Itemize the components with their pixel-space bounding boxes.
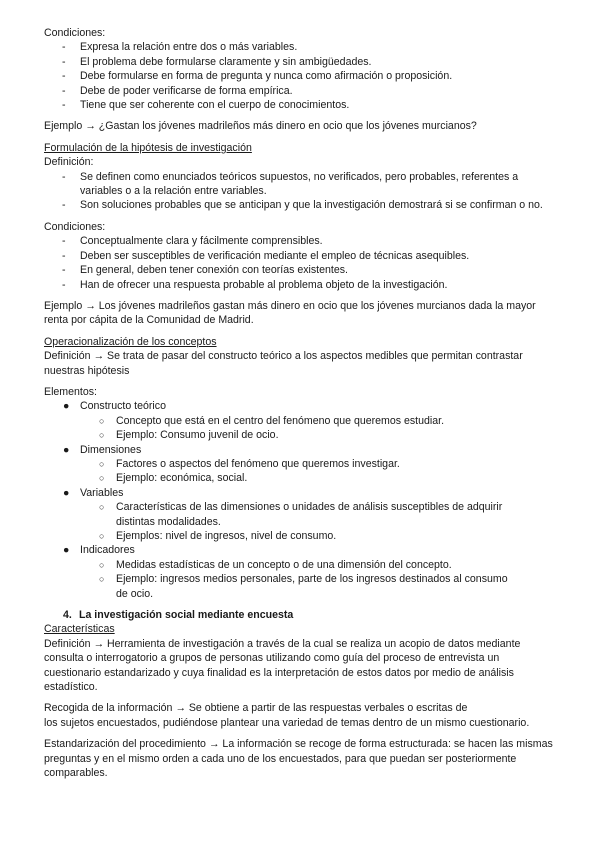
- sub-list: [44, 457, 556, 486]
- circle-bullet-icon: ○: [99, 574, 105, 585]
- list-item: - Deben ser susceptibles de verificación mediante el empleo de técnicas asequibles.: [44, 249, 556, 263]
- circle-bullet-icon: ○: [99, 415, 105, 426]
- element-name: Dimensiones: [80, 443, 142, 456]
- sub-item: [44, 428, 556, 442]
- definition-label: Definición:: [44, 156, 94, 169]
- elements-label: Elementos:: [44, 385, 97, 398]
- list-item: - Debe formularse en forma de pregunta y nunca como afirmación o proposición.: [44, 69, 556, 83]
- sub-list: [44, 500, 556, 543]
- sub-item-text: Ejemplo: Consumo juvenil de ocio.: [116, 429, 279, 442]
- example-problem: Ejemplo → ¿Gastan los jóvenes madrileños más dinero en ocio que los jóvenes murcianos?: [44, 120, 477, 133]
- list-item: - El problema debe formularse claramente y sin ambigüedades.: [44, 55, 556, 69]
- data-collection: [44, 701, 556, 730]
- survey-definition: Definición → Herramienta de investigación a través de la cual se realiza un acopio de datos mediante consulta o interrogatorio a grupos de personas utilizando como guía del proceso de entrevista un cuestionario estandarizado y cuya finalidad es la interpretación de estos datos por medio de análisis estadístico.: [44, 637, 521, 694]
- list-item: - Se definen como enunciados teóricos supuestos, no verificados, pero probables, referentes a variables o a la relación entre variables.: [44, 170, 556, 199]
- circle-bullet-icon: ○: [99, 502, 105, 513]
- circle-bullet-icon: ○: [99, 473, 105, 484]
- list-item: - Han de ofrecer una respuesta probable al problema objeto de la investigación.: [44, 278, 556, 292]
- definition-list: [44, 170, 556, 213]
- sub-item-text: Ejemplo: económica, social.: [116, 472, 248, 485]
- sub-item-text: Factores o aspectos del fenómeno que queremos investigar.: [116, 457, 400, 470]
- list-item: [44, 486, 556, 544]
- standardization: Estandarización del procedimiento → La información se recoge de forma estructurada: se hacen las mismas preguntas y en el mismo orden a cada uno de los encuestados, para que puedan ser posteriormente comparables.: [44, 738, 553, 780]
- data-collection-line-2: los sujetos encuestados, pudiéndose plantear una variedad de temas dentro de un mismo cuestionario.: [44, 716, 530, 729]
- circle-bullet-icon: ○: [99, 430, 105, 441]
- sub-item: [44, 572, 556, 601]
- sub-item-text: Características de las dimensiones o unidades de análisis susceptibles de adquirir distintas modalidades.: [116, 501, 503, 528]
- list-item: - En general, deben tener conexión con teorías existentes.: [44, 263, 556, 277]
- sub-item: [44, 558, 556, 572]
- elements-list: [44, 399, 556, 601]
- section-title: La investigación social mediante encuesta: [79, 609, 294, 622]
- data-collection-line-1: Recogida de la información → Se obtiene a partir de las respuestas verbales o escritas de: [44, 702, 468, 715]
- conditions-label: Condiciones:: [44, 27, 106, 39]
- sub-item: [44, 471, 556, 485]
- operationalization-definition: Definición → Se trata de pasar del constructo teórico a los aspectos medibles que permitan contrastar nuestras hipótesis: [44, 350, 523, 377]
- element-name: Indicadores: [80, 544, 135, 557]
- list-item: - Conceptualmente clara y fácilmente comprensibles.: [44, 234, 556, 248]
- conditions-list: [44, 40, 556, 112]
- operationalization-heading: Operacionalización de los conceptos: [44, 335, 217, 348]
- hypothesis-conditions-list: [44, 234, 556, 292]
- bullet-icon: ●: [63, 400, 70, 413]
- element-name: Variables: [80, 486, 124, 499]
- sub-item-text: Medidas estadísticas de un concepto o de una dimensión del concepto.: [116, 558, 452, 571]
- sub-list: [44, 558, 556, 601]
- list-item: - Debe de poder verificarse de forma empírica.: [44, 84, 556, 98]
- characteristics-heading: Características: [44, 623, 115, 636]
- list-item: [44, 443, 556, 486]
- sub-item: [44, 529, 556, 543]
- list-item: - Son soluciones probables que se anticipan y que la investigación demostrará si se confirman o no.: [44, 198, 556, 212]
- sub-item: [44, 457, 556, 471]
- circle-bullet-icon: ○: [99, 531, 105, 541]
- sub-list: [44, 414, 556, 443]
- sub-item: [44, 500, 556, 529]
- list-item: - Expresa la relación entre dos o más variables.: [44, 40, 556, 54]
- section-number: 4.: [63, 609, 72, 622]
- list-item: [44, 543, 556, 601]
- sub-item-text: Concepto que está en el centro del fenómeno que queremos estudiar.: [116, 414, 445, 427]
- list-item: - Tiene que ser coherente con el cuerpo de conocimientos.: [44, 98, 556, 112]
- sub-item-text: Ejemplo: ingresos medios personales, parte de los ingresos destinados al consumo de ocio.: [116, 573, 508, 600]
- section-heading: [44, 608, 556, 622]
- bullet-icon: ●: [63, 443, 70, 456]
- example-hypothesis: Ejemplo → Los jóvenes madrileños gastan más dinero en ocio que los jóvenes murcianos dada la mayor renta por cápita de la Comunidad de Madrid.: [44, 299, 536, 327]
- conditions-label: Condiciones:: [44, 220, 106, 233]
- sub-item-text: Ejemplos: nivel de ingresos, nivel de consumo.: [116, 530, 337, 542]
- circle-bullet-icon: ○: [99, 559, 105, 570]
- sub-item: [44, 414, 556, 428]
- hypothesis-heading: Formulación de la hipótesis de investigación: [44, 141, 252, 154]
- bullet-icon: ●: [63, 544, 70, 557]
- element-name: Constructo teórico: [80, 400, 166, 413]
- circle-bullet-icon: ○: [99, 458, 105, 469]
- bullet-icon: ●: [63, 486, 70, 499]
- list-item: [44, 399, 556, 442]
